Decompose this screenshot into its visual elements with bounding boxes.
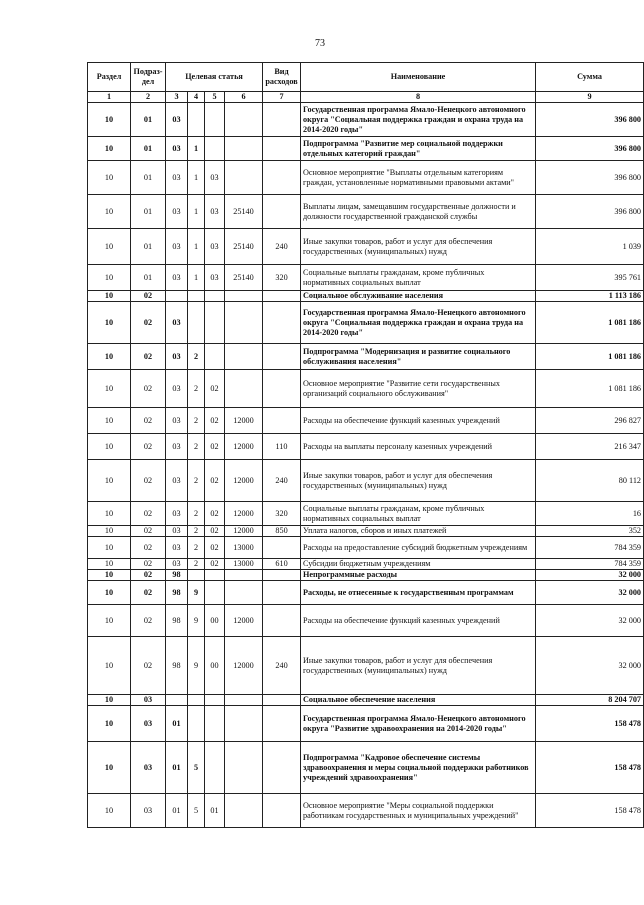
cell-expense-type xyxy=(263,161,301,195)
cell-name: Расходы на обеспечение функций казенных учреждений xyxy=(301,605,536,637)
cell-name: Расходы на предоставление субсидий бюджетным учреждениям xyxy=(301,537,536,559)
cell-target-program: 03 xyxy=(166,195,188,229)
cell-expense-type: 240 xyxy=(263,460,301,502)
cell-target-program: 03 xyxy=(166,370,188,408)
cell-sum: 396 800 xyxy=(536,195,644,229)
column-number: 6 xyxy=(225,92,263,103)
cell-target-subprogram: 9 xyxy=(188,581,205,605)
cell-sum: 32 000 xyxy=(536,637,644,695)
table-row xyxy=(88,370,644,408)
cell-target-direction xyxy=(225,570,263,581)
cell-target-event: 01 xyxy=(205,794,225,828)
cell-expense-type xyxy=(263,344,301,370)
cell-target-subprogram: 1 xyxy=(188,137,205,161)
cell-target-program: 03 xyxy=(166,537,188,559)
column-number-row xyxy=(88,92,644,103)
header-expense-type: Вид расходов xyxy=(263,63,301,92)
table-row xyxy=(88,265,644,291)
cell-expense-type xyxy=(263,581,301,605)
cell-expense-type xyxy=(263,408,301,434)
cell-target-event xyxy=(205,695,225,706)
cell-expense-type xyxy=(263,103,301,137)
table-row xyxy=(88,434,644,460)
cell-expense-type xyxy=(263,695,301,706)
cell-target-subprogram: 1 xyxy=(188,265,205,291)
cell-target-direction: 12000 xyxy=(225,605,263,637)
cell-target-direction xyxy=(225,137,263,161)
cell-target-event xyxy=(205,581,225,605)
cell-target-subprogram: 9 xyxy=(188,605,205,637)
cell-podrazdel: 02 xyxy=(131,434,166,460)
cell-podrazdel: 02 xyxy=(131,637,166,695)
cell-target-subprogram: 2 xyxy=(188,526,205,537)
cell-name: Государственная программа Ямало-Ненецкого автономного округа "Социальная поддержка граждан и охрана труда на 2014-2020 годы" xyxy=(301,302,536,344)
cell-target-event: 02 xyxy=(205,502,225,526)
cell-podrazdel: 01 xyxy=(131,229,166,265)
cell-target-direction xyxy=(225,103,263,137)
cell-target-program: 03 xyxy=(166,302,188,344)
cell-target-event xyxy=(205,344,225,370)
cell-expense-type: 850 xyxy=(263,526,301,537)
cell-razdel: 10 xyxy=(88,370,131,408)
cell-target-direction: 25140 xyxy=(225,265,263,291)
cell-expense-type xyxy=(263,605,301,637)
cell-target-direction xyxy=(225,742,263,794)
cell-expense-type xyxy=(263,742,301,794)
cell-sum: 784 359 xyxy=(536,559,644,570)
cell-razdel: 10 xyxy=(88,559,131,570)
cell-target-subprogram: 1 xyxy=(188,195,205,229)
cell-name: Социальные выплаты гражданам, кроме публичных нормативных социальных выплат xyxy=(301,265,536,291)
cell-target-event: 02 xyxy=(205,559,225,570)
cell-expense-type: 110 xyxy=(263,434,301,460)
cell-target-event xyxy=(205,302,225,344)
cell-target-direction: 25140 xyxy=(225,229,263,265)
cell-name: Непрограммные расходы xyxy=(301,570,536,581)
cell-target-subprogram: 2 xyxy=(188,434,205,460)
cell-sum: 80 112 xyxy=(536,460,644,502)
column-number: 9 xyxy=(536,92,644,103)
cell-sum: 158 478 xyxy=(536,794,644,828)
table-row xyxy=(88,137,644,161)
table-row xyxy=(88,794,644,828)
cell-sum: 1 081 186 xyxy=(536,370,644,408)
table-row xyxy=(88,605,644,637)
cell-name: Социальное обеспечение населения xyxy=(301,695,536,706)
cell-sum: 158 478 xyxy=(536,706,644,742)
cell-target-subprogram: 5 xyxy=(188,742,205,794)
cell-target-event xyxy=(205,103,225,137)
cell-target-event: 00 xyxy=(205,605,225,637)
cell-sum: 32 000 xyxy=(536,605,644,637)
cell-target-subprogram: 2 xyxy=(188,537,205,559)
cell-expense-type xyxy=(263,291,301,302)
table-row xyxy=(88,526,644,537)
cell-target-program: 03 xyxy=(166,559,188,570)
cell-expense-type xyxy=(263,370,301,408)
header-row xyxy=(88,63,644,92)
cell-name: Иные закупки товаров, работ и услуг для обеспечения государственных (муниципальных) нужд xyxy=(301,460,536,502)
cell-target-direction: 12000 xyxy=(225,502,263,526)
cell-razdel: 10 xyxy=(88,695,131,706)
budget-table xyxy=(87,62,644,828)
column-number: 3 xyxy=(166,92,188,103)
cell-razdel: 10 xyxy=(88,706,131,742)
cell-expense-type xyxy=(263,570,301,581)
cell-target-event: 02 xyxy=(205,370,225,408)
cell-razdel: 10 xyxy=(88,537,131,559)
cell-expense-type: 610 xyxy=(263,559,301,570)
cell-name: Основное мероприятие "Меры социальной поддержки работникам государственных и муниципальных учреждений" xyxy=(301,794,536,828)
cell-target-program: 03 xyxy=(166,408,188,434)
cell-target-subprogram: 2 xyxy=(188,460,205,502)
cell-target-direction xyxy=(225,302,263,344)
cell-razdel: 10 xyxy=(88,161,131,195)
cell-podrazdel: 02 xyxy=(131,526,166,537)
cell-razdel: 10 xyxy=(88,408,131,434)
cell-sum: 352 xyxy=(536,526,644,537)
cell-target-direction: 12000 xyxy=(225,526,263,537)
cell-sum: 8 204 707 xyxy=(536,695,644,706)
cell-podrazdel: 02 xyxy=(131,370,166,408)
column-number: 1 xyxy=(88,92,131,103)
table-row xyxy=(88,229,644,265)
column-number: 8 xyxy=(301,92,536,103)
cell-target-program: 03 xyxy=(166,526,188,537)
cell-target-subprogram xyxy=(188,695,205,706)
table-row xyxy=(88,559,644,570)
cell-podrazdel: 03 xyxy=(131,794,166,828)
cell-target-program: 01 xyxy=(166,742,188,794)
cell-podrazdel: 01 xyxy=(131,195,166,229)
cell-razdel: 10 xyxy=(88,265,131,291)
column-number: 2 xyxy=(131,92,166,103)
cell-podrazdel: 02 xyxy=(131,291,166,302)
cell-podrazdel: 02 xyxy=(131,570,166,581)
cell-sum: 396 800 xyxy=(536,161,644,195)
cell-name: Иные закупки товаров, работ и услуг для обеспечения государственных (муниципальных) нужд xyxy=(301,637,536,695)
cell-podrazdel: 02 xyxy=(131,537,166,559)
table-row xyxy=(88,502,644,526)
cell-target-direction xyxy=(225,344,263,370)
cell-podrazdel: 01 xyxy=(131,137,166,161)
cell-razdel: 10 xyxy=(88,742,131,794)
header-podrazdel: Подраз-дел xyxy=(131,63,166,92)
cell-target-direction xyxy=(225,794,263,828)
column-number: 4 xyxy=(188,92,205,103)
cell-sum: 16 xyxy=(536,502,644,526)
cell-podrazdel: 02 xyxy=(131,502,166,526)
cell-target-program: 98 xyxy=(166,570,188,581)
cell-target-event: 00 xyxy=(205,637,225,695)
cell-sum: 395 761 xyxy=(536,265,644,291)
header-name: Наименование xyxy=(301,63,536,92)
table-row xyxy=(88,195,644,229)
cell-target-event: 02 xyxy=(205,408,225,434)
cell-expense-type: 240 xyxy=(263,637,301,695)
cell-target-subprogram: 2 xyxy=(188,559,205,570)
cell-target-program: 01 xyxy=(166,706,188,742)
table-row xyxy=(88,344,644,370)
cell-name: Субсидии бюджетным учреждениям xyxy=(301,559,536,570)
cell-razdel: 10 xyxy=(88,605,131,637)
cell-target-direction: 13000 xyxy=(225,537,263,559)
cell-target-event xyxy=(205,137,225,161)
table-row xyxy=(88,291,644,302)
cell-name: Государственная программа Ямало-Ненецкого автономного округа "Развитие здравоохранения на 2014-2020 годы" xyxy=(301,706,536,742)
cell-sum: 396 800 xyxy=(536,137,644,161)
cell-sum: 216 347 xyxy=(536,434,644,460)
cell-podrazdel: 02 xyxy=(131,408,166,434)
cell-target-subprogram: 2 xyxy=(188,408,205,434)
cell-sum: 296 827 xyxy=(536,408,644,434)
cell-target-program xyxy=(166,695,188,706)
table-row xyxy=(88,581,644,605)
cell-target-program: 03 xyxy=(166,502,188,526)
cell-razdel: 10 xyxy=(88,502,131,526)
cell-target-direction xyxy=(225,581,263,605)
cell-target-direction: 12000 xyxy=(225,637,263,695)
cell-name: Подпрограмма "Кадровое обеспечение системы здравоохранения и меры социальной поддержки работников учреждений здравоохранения" xyxy=(301,742,536,794)
table-row xyxy=(88,695,644,706)
table-row xyxy=(88,570,644,581)
cell-target-event xyxy=(205,570,225,581)
cell-razdel: 10 xyxy=(88,137,131,161)
cell-target-event xyxy=(205,742,225,794)
cell-target-event: 02 xyxy=(205,460,225,502)
cell-target-program: 98 xyxy=(166,637,188,695)
cell-name: Расходы, не отнесенные к государственным программам xyxy=(301,581,536,605)
cell-razdel: 10 xyxy=(88,344,131,370)
cell-target-direction: 12000 xyxy=(225,460,263,502)
cell-target-program: 03 xyxy=(166,137,188,161)
cell-razdel: 10 xyxy=(88,229,131,265)
table-row xyxy=(88,103,644,137)
cell-target-program: 03 xyxy=(166,460,188,502)
cell-target-program: 98 xyxy=(166,581,188,605)
cell-sum: 396 800 xyxy=(536,103,644,137)
cell-expense-type: 320 xyxy=(263,265,301,291)
table-row xyxy=(88,742,644,794)
table-row xyxy=(88,302,644,344)
cell-expense-type xyxy=(263,794,301,828)
cell-sum: 784 359 xyxy=(536,537,644,559)
cell-target-subprogram xyxy=(188,570,205,581)
cell-sum: 1 113 186 xyxy=(536,291,644,302)
cell-target-event: 02 xyxy=(205,434,225,460)
cell-razdel: 10 xyxy=(88,195,131,229)
cell-target-subprogram: 5 xyxy=(188,794,205,828)
cell-razdel: 10 xyxy=(88,637,131,695)
cell-name: Выплаты лицам, замещавшим государственные должности и должности государственной гражданской службы xyxy=(301,195,536,229)
cell-target-direction xyxy=(225,706,263,742)
cell-expense-type xyxy=(263,706,301,742)
cell-target-program: 01 xyxy=(166,794,188,828)
cell-target-direction xyxy=(225,291,263,302)
cell-expense-type: 240 xyxy=(263,229,301,265)
cell-target-event xyxy=(205,291,225,302)
cell-razdel: 10 xyxy=(88,302,131,344)
cell-podrazdel: 02 xyxy=(131,581,166,605)
cell-target-program: 03 xyxy=(166,434,188,460)
cell-target-subprogram xyxy=(188,291,205,302)
cell-target-direction xyxy=(225,695,263,706)
header-razdel: Раздел xyxy=(88,63,131,92)
cell-target-direction: 12000 xyxy=(225,434,263,460)
cell-target-subprogram: 9 xyxy=(188,637,205,695)
cell-target-direction: 25140 xyxy=(225,195,263,229)
column-number: 5 xyxy=(205,92,225,103)
cell-target-subprogram: 2 xyxy=(188,344,205,370)
cell-target-program: 98 xyxy=(166,605,188,637)
cell-podrazdel: 03 xyxy=(131,706,166,742)
cell-target-event: 02 xyxy=(205,537,225,559)
header-target-article: Целевая статья xyxy=(166,63,263,92)
cell-name: Подпрограмма "Развитие мер социальной поддержки отдельных категорий граждан" xyxy=(301,137,536,161)
table-body xyxy=(88,103,644,828)
cell-target-event: 03 xyxy=(205,195,225,229)
cell-name: Уплата налогов, сборов и иных платежей xyxy=(301,526,536,537)
cell-expense-type xyxy=(263,537,301,559)
cell-podrazdel: 02 xyxy=(131,460,166,502)
cell-target-program: 03 xyxy=(166,344,188,370)
cell-sum: 1 039 xyxy=(536,229,644,265)
cell-name: Государственная программа Ямало-Ненецкого автономного округа "Социальная поддержка граждан и охрана труда на 2014-2020 годы" xyxy=(301,103,536,137)
header-sum: Сумма xyxy=(536,63,644,92)
cell-razdel: 10 xyxy=(88,291,131,302)
cell-podrazdel: 01 xyxy=(131,161,166,195)
cell-target-event: 03 xyxy=(205,229,225,265)
cell-podrazdel: 02 xyxy=(131,605,166,637)
page-number: 73 xyxy=(315,38,325,49)
cell-podrazdel: 03 xyxy=(131,695,166,706)
cell-razdel: 10 xyxy=(88,103,131,137)
cell-podrazdel: 03 xyxy=(131,742,166,794)
cell-target-event: 02 xyxy=(205,526,225,537)
cell-name: Социальное обслуживание населения xyxy=(301,291,536,302)
cell-podrazdel: 01 xyxy=(131,103,166,137)
cell-target-direction xyxy=(225,370,263,408)
cell-target-subprogram xyxy=(188,302,205,344)
cell-name: Основное мероприятие "Выплаты отдельным категориям граждан, установленные нормативными правовыми актами" xyxy=(301,161,536,195)
cell-name: Подпрограмма "Модернизация и развитие социального обслуживания населения" xyxy=(301,344,536,370)
cell-target-event: 03 xyxy=(205,161,225,195)
cell-target-event xyxy=(205,706,225,742)
cell-target-subprogram: 2 xyxy=(188,370,205,408)
cell-expense-type xyxy=(263,137,301,161)
cell-sum: 158 478 xyxy=(536,742,644,794)
cell-name: Иные закупки товаров, работ и услуг для обеспечения государственных (муниципальных) нужд xyxy=(301,229,536,265)
cell-razdel: 10 xyxy=(88,581,131,605)
cell-razdel: 10 xyxy=(88,794,131,828)
cell-target-program: 03 xyxy=(166,229,188,265)
cell-sum: 1 081 186 xyxy=(536,344,644,370)
table-row xyxy=(88,161,644,195)
cell-podrazdel: 01 xyxy=(131,265,166,291)
cell-expense-type xyxy=(263,195,301,229)
cell-sum: 32 000 xyxy=(536,581,644,605)
table-row xyxy=(88,706,644,742)
cell-podrazdel: 02 xyxy=(131,302,166,344)
cell-sum: 32 000 xyxy=(536,570,644,581)
table-row xyxy=(88,460,644,502)
cell-expense-type xyxy=(263,302,301,344)
cell-target-direction xyxy=(225,161,263,195)
cell-target-program: 03 xyxy=(166,265,188,291)
cell-name: Расходы на обеспечение функций казенных учреждений xyxy=(301,408,536,434)
table-row xyxy=(88,537,644,559)
cell-name: Основное мероприятие "Развитие сети государственных организаций социального обслуживания" xyxy=(301,370,536,408)
cell-target-subprogram xyxy=(188,706,205,742)
cell-target-program xyxy=(166,291,188,302)
cell-target-direction: 12000 xyxy=(225,408,263,434)
cell-name: Расходы на выплаты персоналу казенных учреждений xyxy=(301,434,536,460)
cell-podrazdel: 02 xyxy=(131,559,166,570)
cell-razdel: 10 xyxy=(88,460,131,502)
cell-target-program: 03 xyxy=(166,103,188,137)
cell-target-subprogram: 2 xyxy=(188,502,205,526)
cell-name: Социальные выплаты гражданам, кроме публичных нормативных социальных выплат xyxy=(301,502,536,526)
cell-target-event: 03 xyxy=(205,265,225,291)
table-row xyxy=(88,408,644,434)
cell-target-subprogram xyxy=(188,103,205,137)
cell-razdel: 10 xyxy=(88,570,131,581)
cell-podrazdel: 02 xyxy=(131,344,166,370)
cell-sum: 1 081 186 xyxy=(536,302,644,344)
cell-razdel: 10 xyxy=(88,526,131,537)
cell-target-subprogram: 1 xyxy=(188,229,205,265)
column-number: 7 xyxy=(263,92,301,103)
cell-target-subprogram: 1 xyxy=(188,161,205,195)
cell-target-direction: 13000 xyxy=(225,559,263,570)
table-row xyxy=(88,637,644,695)
cell-expense-type: 320 xyxy=(263,502,301,526)
cell-target-program: 03 xyxy=(166,161,188,195)
cell-razdel: 10 xyxy=(88,434,131,460)
